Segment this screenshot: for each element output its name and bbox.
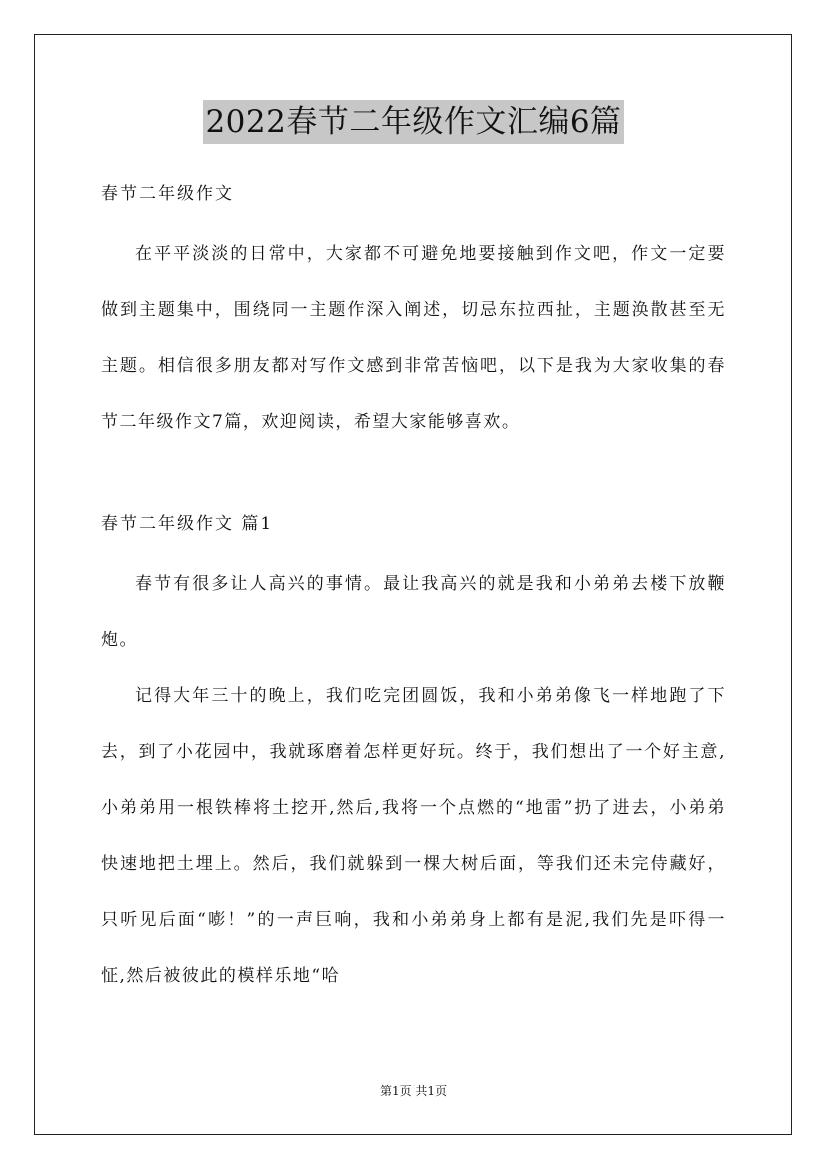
title-container bbox=[101, 100, 726, 144]
essay-paragraph: 记得大年三十的晚上，我们吃完团圆饭，我和小弟弟像飞一样地跑了下去，到了小花园中，我就琢磨着怎样更好玩。终于，我们想出了一个好主意,小弟弟用一根铁棒将土挖开,然后,我将一个点燃的“地雷”扔了进去，小弟弟快速地把土埋上。然后，我们就躲到一棵大树后面，等我们还未完侍藏好，只听见后面“嘭！”的一声巨响，我和小弟弟身上都有是泥,我们先是吓得一怔,然后被彼此的模样乐地“哈 bbox=[101, 686, 726, 986]
page-footer: 第1页 共1页 bbox=[379, 1084, 448, 1098]
intro-heading: 春节二年级作文 bbox=[101, 184, 234, 204]
intro-paragraph: 在平平淡淡的日常中，大家都不可避免地要接触到作文吧，作文一定要做到主题集中，围绕同一主题作深入阐述，切忌东拉西扯，主题涣散甚至无主题。相信很多朋友都对写作文感到非常苦恼吧，以下是我为大家收集的春节二年级作文7篇，欢迎阅读，希望大家能够喜欢。 bbox=[101, 244, 726, 432]
document-title: 2022春节二年级作文汇编6篇 bbox=[203, 100, 623, 144]
essay-paragraph: 春节有很多让人高兴的事情。最让我高兴的就是我和小弟弟去楼下放鞭炮。 bbox=[101, 574, 726, 650]
essay-heading: 春节二年级作文 篇1 bbox=[101, 514, 274, 534]
document-body bbox=[101, 100, 726, 1004]
